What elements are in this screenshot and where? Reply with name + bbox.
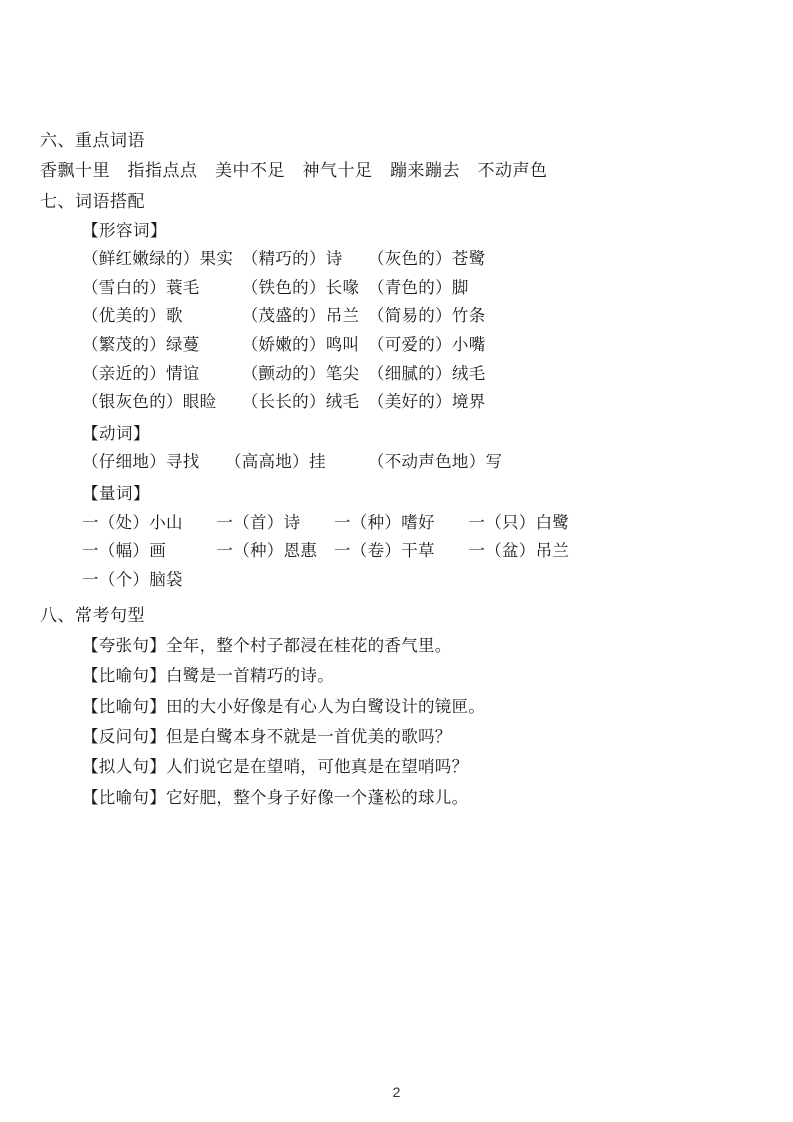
collocation-line: （鲜红嫩绿的）果实 （精巧的）诗 （灰色的）苍鹭: [82, 249, 486, 269]
key-words-line: 香飘十里 指指点点 美中不足 神气十足 蹦来蹦去 不动声色: [40, 160, 548, 180]
page-number: 2: [392, 1084, 401, 1100]
section-heading-key-words: 六、重点词语: [40, 131, 145, 150]
group-label-measure-words: 【量词】: [82, 483, 150, 503]
collocation-line: 一（处）小山 一（首）诗 一（种）嗜好 一（只）白鹭: [82, 512, 570, 532]
collocation-line: （繁茂的）绿蔓 （娇嫩的）鸣叫 （可爱的）小嘴: [82, 334, 486, 354]
sentence-item: 【比喻句】田的大小好像是有心人为白鹭设计的镜匣。: [82, 696, 486, 716]
collocation-line: 一（幅）画 一（种）恩惠 一（卷）干草 一（盆）吊兰: [82, 541, 570, 561]
sentence-item: 【反问句】但是白鹭本身不就是一首优美的歌吗？: [82, 727, 452, 747]
collocation-line: （雪白的）蓑毛 （铁色的）长喙 （青色的）脚: [82, 277, 469, 297]
group-label-adjectives: 【形容词】: [82, 220, 167, 240]
collocation-line: （仔细地）寻找 （高高地）挂 （不动声色地）写: [82, 452, 503, 472]
sentence-item: 【夸张句】全年，整个村子都浸在桂花的香气里。: [82, 635, 452, 655]
collocation-line: （优美的）歌 （茂盛的）吊兰 （简易的）竹条: [82, 306, 486, 326]
section-heading-sentence-patterns: 八、常考句型: [40, 606, 145, 626]
sentence-item: 【比喻句】它好肥，整个身子好像一个蓬松的球儿。: [82, 787, 469, 807]
group-label-verbs: 【动词】: [82, 423, 150, 443]
section-heading-word-collocation: 七、词语搭配: [40, 192, 145, 211]
collocation-line: （亲近的）情谊 （颤动的）笔尖 （细腻的）绒毛: [82, 363, 486, 383]
sentence-item: 【拟人句】人们说它是在望哨，可他真是在望哨吗？: [82, 757, 469, 777]
spacer: [40, 595, 721, 603]
sentence-item: 【比喻句】白鹭是一首精巧的诗。: [82, 666, 334, 686]
collocation-line: （银灰色的）眼睑 （长长的）绒毛 （美好的）境界: [82, 392, 486, 412]
collocation-line: 一（个）脑袋: [82, 569, 183, 589]
